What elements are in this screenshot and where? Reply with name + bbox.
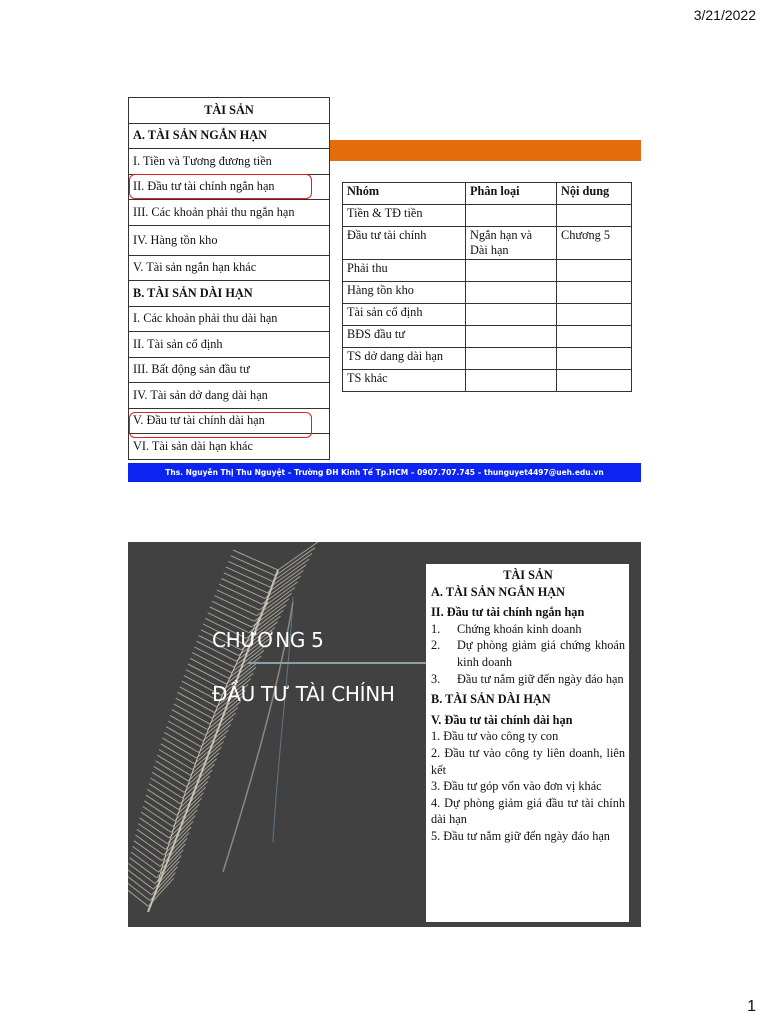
page-date: 3/21/2022 <box>693 7 756 23</box>
table-row <box>343 260 632 282</box>
table-cell: Đầu tư tài chính <box>343 227 466 260</box>
assets-table-header: TÀI SẢN <box>129 98 330 124</box>
page-number: 1 <box>747 998 756 1015</box>
list-item: 3. Đầu tư góp vốn vào đơn vị khác <box>431 779 602 794</box>
highlight-long-term-investment <box>129 412 312 438</box>
assets-table <box>128 97 330 460</box>
table-cell <box>557 282 632 304</box>
table-row: V. Đầu tư tài chính dài hạn <box>129 408 330 434</box>
column-header: Nội dung <box>557 183 632 205</box>
list-item <box>431 671 625 688</box>
groups-table <box>342 182 632 392</box>
list-number: 3. <box>431 671 441 686</box>
table-cell: Chương 5 <box>557 227 632 260</box>
subsection-heading: II. Đầu tư tài chính ngắn hạn <box>431 605 585 620</box>
table-row <box>343 304 632 326</box>
table-cell <box>466 260 557 282</box>
table-row: V. Tài sản ngắn hạn khác <box>129 255 330 281</box>
table-row: A. TÀI SẢN NGẮN HẠN <box>129 123 330 149</box>
slide-footer: Ths. Nguyễn Thị Thu Nguyệt – Trường ĐH Kinh Tế Tp.HCM – 0907.707.745 – thunguyet4497@ueh.edu.vn <box>128 463 641 482</box>
table-row <box>343 282 632 304</box>
table-cell <box>557 348 632 370</box>
list-item: 4. Dự phòng giảm giá đầu tư tài chính dài hạn <box>431 795 625 827</box>
table-cell <box>466 304 557 326</box>
list-text: Đầu tư nắm giữ đến ngày đáo hạn <box>457 671 624 686</box>
table-row <box>343 348 632 370</box>
title-divider <box>248 662 426 664</box>
table-cell <box>557 370 632 392</box>
table-cell <box>466 282 557 304</box>
section-heading: B. TÀI SẢN DÀI HẠN <box>431 692 551 707</box>
list-item: 2. Đầu tư vào công ty liên doanh, liên kết <box>431 745 625 777</box>
list-text: Dự phòng giảm giá chứng khoán kinh doanh <box>457 638 625 669</box>
table-cell <box>466 370 557 392</box>
chapter-title: ĐẦU TƯ TÀI CHÍNH <box>212 682 395 706</box>
table-cell <box>557 304 632 326</box>
table-cell: TS dở dang dài hạn <box>343 348 466 370</box>
table-cell: TS khác <box>343 370 466 392</box>
table-cell <box>557 205 632 227</box>
table-row: VI. Tài sản dài hạn khác <box>129 434 330 460</box>
orange-accent-bar <box>330 140 641 161</box>
list-item: 5. Đầu tư nắm giữ đến ngày đáo hạn <box>431 828 610 843</box>
table-row <box>343 227 632 260</box>
table-cell: Tiền & TĐ tiền <box>343 205 466 227</box>
assets-panel <box>426 564 629 922</box>
section-heading: A. TÀI SẢN NGẮN HẠN <box>431 584 566 599</box>
table-cell <box>557 326 632 348</box>
table-cell <box>466 205 557 227</box>
table-row: IV. Hàng tồn kho <box>129 225 330 255</box>
table-row <box>343 326 632 348</box>
list-number: 1. <box>431 621 441 636</box>
list-item <box>431 637 625 670</box>
column-header: Nhóm <box>343 183 466 205</box>
table-row <box>343 205 632 227</box>
subsection-heading: V. Đầu tư tài chính dài hạn <box>431 712 573 727</box>
table-cell <box>557 260 632 282</box>
table-row: I. Các khoản phải thu dài hạn <box>129 306 330 332</box>
panel-title: TÀI SẢN <box>503 568 553 582</box>
chapter-number: CHƯƠNG 5 <box>212 628 324 652</box>
table-cell: Hàng tồn kho <box>343 282 466 304</box>
list-text: Chứng khoán kinh doanh <box>457 621 582 636</box>
list-item: 1. Đầu tư vào công ty con <box>431 729 559 744</box>
table-row: B. TÀI SẢN DÀI HẠN <box>129 281 330 307</box>
table-cell: Phải thu <box>343 260 466 282</box>
list-item <box>431 621 625 638</box>
table-cell: Tài sản cố định <box>343 304 466 326</box>
table-row: III. Các khoản phải thu ngắn hạn <box>129 200 330 226</box>
table-row: II. Tài sản cố định <box>129 332 330 358</box>
table-row: II. Đầu tư tài chính ngắn hạn <box>129 174 330 200</box>
table-cell <box>466 326 557 348</box>
table-row <box>343 370 632 392</box>
table-cell: Ngắn hạn và Dài hạn <box>466 227 557 260</box>
list-number: 2. <box>431 638 441 653</box>
table-row: III. Bất động sản đầu tư <box>129 357 330 383</box>
table-row: IV. Tài sản dở dang dài hạn <box>129 383 330 409</box>
table-cell: BĐS đầu tư <box>343 326 466 348</box>
table-row: I. Tiền và Tương đương tiền <box>129 149 330 175</box>
highlight-short-term-investment <box>129 174 312 199</box>
column-header: Phân loại <box>466 183 557 205</box>
slide-2 <box>128 542 641 927</box>
table-cell <box>466 348 557 370</box>
